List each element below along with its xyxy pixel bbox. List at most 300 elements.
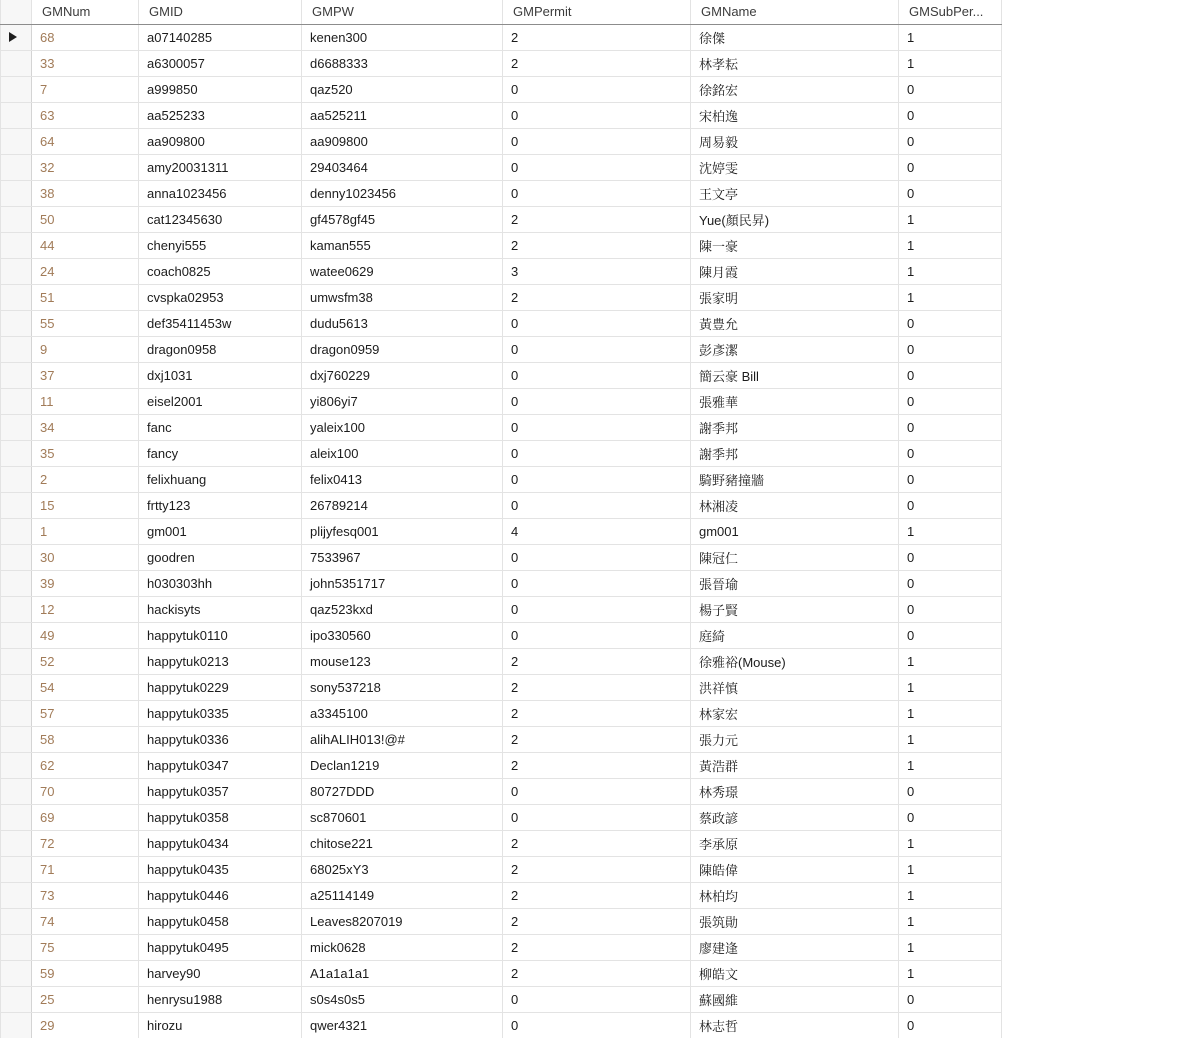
row-selector[interactable]	[1, 1012, 32, 1038]
column-header-GMSubPer[interactable]: GMSubPer...	[899, 0, 1002, 24]
row-selector[interactable]	[1, 830, 32, 856]
grid-cell-GMID[interactable]: def35411453w	[139, 310, 302, 336]
grid-cell-GMName[interactable]: 騎野豬撞牆	[691, 466, 899, 492]
grid-cell-GMSubPer[interactable]: 0	[899, 986, 1002, 1012]
grid-cell-GMName[interactable]: 蔡政諺	[691, 804, 899, 830]
grid-cell-GMPW[interactable]: sc870601	[302, 804, 503, 830]
table-row	[1, 752, 1002, 778]
grid-cell-GMID[interactable]: happytuk0434	[139, 830, 302, 856]
row-selector[interactable]	[1, 882, 32, 908]
grid-cell-GMSubPer[interactable]: 0	[899, 310, 1002, 336]
grid-cell-GMPermit[interactable]: 0	[503, 414, 691, 440]
grid-cell-GMName[interactable]: 謝季邦	[691, 414, 899, 440]
grid-cell-GMID[interactable]: frtty123	[139, 492, 302, 518]
grid-cell-GMNum[interactable]: 33	[32, 50, 139, 76]
grid-cell-GMSubPer[interactable]: 0	[899, 180, 1002, 206]
table-row	[1, 1012, 1002, 1038]
row-selector[interactable]	[1, 596, 32, 622]
grid-cell-GMPermit[interactable]: 2	[503, 960, 691, 986]
row-selector[interactable]	[1, 128, 32, 154]
grid-cell-GMPermit[interactable]: 2	[503, 700, 691, 726]
grid-cell-GMSubPer[interactable]: 1	[899, 206, 1002, 232]
table-row	[1, 908, 1002, 934]
grid-cell-GMPermit[interactable]: 2	[503, 648, 691, 674]
grid-cell-GMPermit[interactable]: 0	[503, 596, 691, 622]
grid-cell-GMName[interactable]: 洪祥慎	[691, 674, 899, 700]
grid-cell-GMPermit[interactable]: 0	[503, 778, 691, 804]
grid-cell-GMPermit[interactable]: 0	[503, 466, 691, 492]
grid-cell-GMSubPer[interactable]: 0	[899, 414, 1002, 440]
grid-cell-GMPermit[interactable]: 0	[503, 544, 691, 570]
row-selector[interactable]	[1, 700, 32, 726]
grid-cell-GMPermit[interactable]: 0	[503, 622, 691, 648]
grid-cell-GMSubPer[interactable]: 1	[899, 934, 1002, 960]
grid-cell-GMPermit[interactable]: 0	[503, 804, 691, 830]
grid-cell-GMPermit[interactable]: 0	[503, 388, 691, 414]
grid-cell-GMNum[interactable]: 44	[32, 232, 139, 258]
grid-cell-GMPW[interactable]: qwer4321	[302, 1012, 503, 1038]
table-row	[1, 362, 1002, 388]
grid-cell-GMPW[interactable]: dragon0959	[302, 336, 503, 362]
grid-cell-GMName[interactable]: 陳皓偉	[691, 856, 899, 882]
row-selector[interactable]	[1, 284, 32, 310]
grid-cell-GMNum[interactable]: 52	[32, 648, 139, 674]
grid-cell-GMID[interactable]: cat12345630	[139, 206, 302, 232]
column-header-GMNum[interactable]: GMNum	[32, 0, 139, 24]
grid-cell-GMPW[interactable]: 80727DDD	[302, 778, 503, 804]
grid-cell-GMName[interactable]: gm001	[691, 518, 899, 544]
grid-cell-GMID[interactable]: happytuk0335	[139, 700, 302, 726]
grid-cell-GMPW[interactable]: qaz523kxd	[302, 596, 503, 622]
grid-cell-GMPermit[interactable]: 2	[503, 726, 691, 752]
grid-cell-GMSubPer[interactable]: 0	[899, 440, 1002, 466]
grid-cell-GMPermit[interactable]: 0	[503, 440, 691, 466]
grid-cell-GMPermit[interactable]: 2	[503, 50, 691, 76]
grid-cell-GMSubPer[interactable]: 0	[899, 102, 1002, 128]
grid-cell-GMID[interactable]: hackisyts	[139, 596, 302, 622]
row-selector[interactable]	[1, 726, 32, 752]
grid-cell-GMID[interactable]: happytuk0495	[139, 934, 302, 960]
grid-cell-GMPW[interactable]: dxj760229	[302, 362, 503, 388]
grid-cell-GMSubPer[interactable]: 1	[899, 258, 1002, 284]
grid-cell-GMPW[interactable]: kaman555	[302, 232, 503, 258]
grid-cell-GMName[interactable]: 簡云豪 Bill	[691, 362, 899, 388]
grid-cell-GMName[interactable]: 張家明	[691, 284, 899, 310]
row-selector[interactable]	[1, 232, 32, 258]
row-selector[interactable]	[1, 934, 32, 960]
table-row	[1, 856, 1002, 882]
grid-cell-GMPW[interactable]: alihALIH013!@#	[302, 726, 503, 752]
grid-cell-GMNum[interactable]: 49	[32, 622, 139, 648]
grid-cell-GMPW[interactable]: umwsfm38	[302, 284, 503, 310]
grid-cell-GMPermit[interactable]: 2	[503, 24, 691, 50]
row-selector[interactable]	[1, 622, 32, 648]
table-row	[1, 648, 1002, 674]
grid-cell-GMID[interactable]: amy20031311	[139, 154, 302, 180]
table-row	[1, 778, 1002, 804]
grid-cell-GMName[interactable]: Yue(顏民昇)	[691, 206, 899, 232]
grid-cell-GMPW[interactable]: a25114149	[302, 882, 503, 908]
grid-cell-GMNum[interactable]: 24	[32, 258, 139, 284]
grid-cell-GMID[interactable]: a07140285	[139, 24, 302, 50]
grid-cell-GMName[interactable]: 林柏均	[691, 882, 899, 908]
grid-cell-GMNum[interactable]: 50	[32, 206, 139, 232]
grid-cell-GMID[interactable]: happytuk0229	[139, 674, 302, 700]
grid-cell-GMPermit[interactable]: 0	[503, 336, 691, 362]
grid-cell-GMNum[interactable]: 38	[32, 180, 139, 206]
grid-cell-GMNum[interactable]: 58	[32, 726, 139, 752]
grid-cell-GMSubPer[interactable]: 1	[899, 284, 1002, 310]
grid-cell-GMNum[interactable]: 51	[32, 284, 139, 310]
grid-cell-GMSubPer[interactable]: 0	[899, 804, 1002, 830]
grid-cell-GMPermit[interactable]: 0	[503, 310, 691, 336]
grid-cell-GMPW[interactable]: denny1023456	[302, 180, 503, 206]
row-selector[interactable]	[1, 258, 32, 284]
grid-cell-GMID[interactable]: cvspka02953	[139, 284, 302, 310]
grid-cell-GMPW[interactable]: ipo330560	[302, 622, 503, 648]
grid-cell-GMID[interactable]: a999850	[139, 76, 302, 102]
grid-cell-GMPW[interactable]: yaleix100	[302, 414, 503, 440]
grid-cell-GMID[interactable]: happytuk0458	[139, 908, 302, 934]
row-selector[interactable]	[1, 544, 32, 570]
grid-cell-GMPermit[interactable]: 2	[503, 674, 691, 700]
grid-cell-GMPermit[interactable]: 4	[503, 518, 691, 544]
grid-cell-GMPermit[interactable]: 0	[503, 102, 691, 128]
grid-cell-GMID[interactable]: fanc	[139, 414, 302, 440]
grid-cell-GMPermit[interactable]: 0	[503, 570, 691, 596]
grid-cell-GMName[interactable]: 徐傑	[691, 24, 899, 50]
grid-cell-GMPW[interactable]: plijyfesq001	[302, 518, 503, 544]
grid-cell-GMNum[interactable]: 34	[32, 414, 139, 440]
grid-cell-GMPW[interactable]: aa909800	[302, 128, 503, 154]
grid-cell-GMName[interactable]: 林孝耘	[691, 50, 899, 76]
grid-cell-GMNum[interactable]: 2	[32, 466, 139, 492]
grid-cell-GMID[interactable]: goodren	[139, 544, 302, 570]
grid-cell-GMSubPer[interactable]: 1	[899, 674, 1002, 700]
grid-cell-GMNum[interactable]: 7	[32, 76, 139, 102]
grid-cell-GMSubPer[interactable]: 1	[899, 752, 1002, 778]
grid-cell-GMPermit[interactable]: 2	[503, 284, 691, 310]
grid-cell-GMName[interactable]: 陳冠仁	[691, 544, 899, 570]
grid-cell-GMNum[interactable]: 25	[32, 986, 139, 1012]
grid-cell-GMID[interactable]: happytuk0357	[139, 778, 302, 804]
row-selector[interactable]	[1, 440, 32, 466]
grid-cell-GMPermit[interactable]: 2	[503, 934, 691, 960]
grid-cell-GMPW[interactable]: Leaves8207019	[302, 908, 503, 934]
row-selector[interactable]	[1, 206, 32, 232]
row-selector[interactable]	[1, 336, 32, 362]
row-selector[interactable]	[1, 752, 32, 778]
grid-cell-GMSubPer[interactable]: 1	[899, 24, 1002, 50]
grid-cell-GMPW[interactable]: Declan1219	[302, 752, 503, 778]
grid-cell-GMSubPer[interactable]: 0	[899, 596, 1002, 622]
grid-cell-GMName[interactable]: 彭彥潔	[691, 336, 899, 362]
grid-cell-GMPermit[interactable]: 0	[503, 362, 691, 388]
table-row	[1, 622, 1002, 648]
grid-cell-GMPW[interactable]: kenen300	[302, 24, 503, 50]
grid-cell-GMPW[interactable]: 68025xY3	[302, 856, 503, 882]
grid-cell-GMName[interactable]: 徐銘宏	[691, 76, 899, 102]
grid-cell-GMID[interactable]: dxj1031	[139, 362, 302, 388]
grid-cell-GMPermit[interactable]: 0	[503, 180, 691, 206]
grid-cell-GMID[interactable]: aa909800	[139, 128, 302, 154]
grid-cell-GMNum[interactable]: 57	[32, 700, 139, 726]
grid-cell-GMName[interactable]: 黃浩群	[691, 752, 899, 778]
row-selector[interactable]	[1, 492, 32, 518]
row-selector[interactable]	[1, 778, 32, 804]
grid-cell-GMID[interactable]: anna1023456	[139, 180, 302, 206]
table-row	[1, 102, 1002, 128]
grid-cell-GMSubPer[interactable]: 0	[899, 128, 1002, 154]
grid-cell-GMPW[interactable]: aa525211	[302, 102, 503, 128]
grid-cell-GMNum[interactable]: 71	[32, 856, 139, 882]
grid-cell-GMName[interactable]: 徐雅裕(Mouse)	[691, 648, 899, 674]
grid-cell-GMNum[interactable]: 39	[32, 570, 139, 596]
grid-cell-GMSubPer[interactable]: 1	[899, 830, 1002, 856]
grid-cell-GMPW[interactable]: mouse123	[302, 648, 503, 674]
grid-cell-GMPermit[interactable]: 2	[503, 830, 691, 856]
grid-cell-GMID[interactable]: gm001	[139, 518, 302, 544]
grid-cell-GMSubPer[interactable]: 1	[899, 648, 1002, 674]
grid-cell-GMPermit[interactable]: 2	[503, 232, 691, 258]
grid-cell-GMName[interactable]: 蘇國維	[691, 986, 899, 1012]
row-selector[interactable]	[1, 76, 32, 102]
grid-cell-GMPermit[interactable]: 3	[503, 258, 691, 284]
grid-cell-GMPermit[interactable]: 0	[503, 1012, 691, 1038]
grid-cell-GMNum[interactable]: 35	[32, 440, 139, 466]
grid-cell-GMSubPer[interactable]: 1	[899, 908, 1002, 934]
grid-cell-GMNum[interactable]: 62	[32, 752, 139, 778]
table-row	[1, 882, 1002, 908]
grid-cell-GMID[interactable]: aa525233	[139, 102, 302, 128]
grid-cell-GMPW[interactable]: watee0629	[302, 258, 503, 284]
grid-cell-GMID[interactable]: happytuk0347	[139, 752, 302, 778]
grid-cell-GMID[interactable]: harvey90	[139, 960, 302, 986]
table-row	[1, 310, 1002, 336]
grid-cell-GMSubPer[interactable]: 0	[899, 466, 1002, 492]
row-selector[interactable]	[1, 960, 32, 986]
column-header-GMName[interactable]: GMName	[691, 0, 899, 24]
grid-cell-GMPermit[interactable]: 2	[503, 206, 691, 232]
grid-cell-GMNum[interactable]: 11	[32, 388, 139, 414]
grid-cell-GMID[interactable]: felixhuang	[139, 466, 302, 492]
column-header-GMID[interactable]: GMID	[139, 0, 302, 24]
row-selector[interactable]	[1, 388, 32, 414]
row-selector[interactable]	[1, 414, 32, 440]
row-selector[interactable]	[1, 154, 32, 180]
grid-cell-GMID[interactable]: happytuk0336	[139, 726, 302, 752]
grid-cell-GMNum[interactable]: 15	[32, 492, 139, 518]
grid-cell-GMNum[interactable]: 1	[32, 518, 139, 544]
table-row	[1, 24, 1002, 50]
grid-cell-GMNum[interactable]: 59	[32, 960, 139, 986]
grid-cell-GMNum[interactable]: 54	[32, 674, 139, 700]
grid-cell-GMID[interactable]: dragon0958	[139, 336, 302, 362]
grid-cell-GMName[interactable]: 林秀璟	[691, 778, 899, 804]
grid-cell-GMID[interactable]: chenyi555	[139, 232, 302, 258]
grid-cell-GMPW[interactable]: 26789214	[302, 492, 503, 518]
grid-cell-GMSubPer[interactable]: 0	[899, 336, 1002, 362]
grid-cell-GMPermit[interactable]: 0	[503, 76, 691, 102]
grid-cell-GMNum[interactable]: 68	[32, 24, 139, 50]
grid-cell-GMSubPer[interactable]: 1	[899, 700, 1002, 726]
grid-cell-GMNum[interactable]: 30	[32, 544, 139, 570]
grid-cell-GMSubPer[interactable]: 0	[899, 154, 1002, 180]
grid-cell-GMID[interactable]: eisel2001	[139, 388, 302, 414]
grid-cell-GMID[interactable]: fancy	[139, 440, 302, 466]
grid-cell-GMPW[interactable]: A1a1a1a1	[302, 960, 503, 986]
grid-cell-GMName[interactable]: 陳一豪	[691, 232, 899, 258]
table-row	[1, 440, 1002, 466]
grid-cell-GMSubPer[interactable]: 0	[899, 570, 1002, 596]
grid-cell-GMName[interactable]: 謝季邦	[691, 440, 899, 466]
row-selector[interactable]	[1, 856, 32, 882]
grid-cell-GMSubPer[interactable]: 1	[899, 882, 1002, 908]
grid-cell-GMNum[interactable]: 63	[32, 102, 139, 128]
row-selector[interactable]	[1, 466, 32, 492]
grid-cell-GMSubPer[interactable]: 0	[899, 76, 1002, 102]
row-selector[interactable]	[1, 908, 32, 934]
row-selector[interactable]	[1, 986, 32, 1012]
grid-cell-GMName[interactable]: 黃豊允	[691, 310, 899, 336]
grid-cell-GMName[interactable]: 張晉瑜	[691, 570, 899, 596]
grid-cell-GMID[interactable]: happytuk0110	[139, 622, 302, 648]
grid-cell-GMSubPer[interactable]: 0	[899, 622, 1002, 648]
row-selector[interactable]	[1, 102, 32, 128]
grid-cell-GMSubPer[interactable]: 1	[899, 856, 1002, 882]
grid-cell-GMSubPer[interactable]: 0	[899, 1012, 1002, 1038]
grid-cell-GMNum[interactable]: 70	[32, 778, 139, 804]
grid-cell-GMPW[interactable]: gf4578gf45	[302, 206, 503, 232]
grid-cell-GMPermit[interactable]: 2	[503, 908, 691, 934]
grid-cell-GMNum[interactable]: 29	[32, 1012, 139, 1038]
grid-cell-GMPW[interactable]: sony537218	[302, 674, 503, 700]
grid-cell-GMPW[interactable]: qaz520	[302, 76, 503, 102]
grid-cell-GMPW[interactable]: felix0413	[302, 466, 503, 492]
grid-cell-GMNum[interactable]: 55	[32, 310, 139, 336]
table-row	[1, 674, 1002, 700]
select-all-corner[interactable]	[1, 0, 32, 24]
grid-cell-GMID[interactable]: happytuk0213	[139, 648, 302, 674]
grid-cell-GMName[interactable]: 楊子賢	[691, 596, 899, 622]
grid-cell-GMSubPer[interactable]: 1	[899, 232, 1002, 258]
row-selector[interactable]	[1, 24, 32, 50]
table-row	[1, 518, 1002, 544]
grid-cell-GMName[interactable]: 林志哲	[691, 1012, 899, 1038]
grid-cell-GMID[interactable]: happytuk0446	[139, 882, 302, 908]
table-row	[1, 154, 1002, 180]
grid-cell-GMNum[interactable]: 75	[32, 934, 139, 960]
grid-cell-GMPW[interactable]: d6688333	[302, 50, 503, 76]
grid-cell-GMNum[interactable]: 37	[32, 362, 139, 388]
grid-cell-GMNum[interactable]: 64	[32, 128, 139, 154]
grid-cell-GMNum[interactable]: 32	[32, 154, 139, 180]
grid-cell-GMName[interactable]: 林湘凌	[691, 492, 899, 518]
grid-cell-GMPermit[interactable]: 2	[503, 882, 691, 908]
grid-cell-GMName[interactable]: 廖建逢	[691, 934, 899, 960]
grid-cell-GMPermit[interactable]: 0	[503, 986, 691, 1012]
grid-cell-GMNum[interactable]: 72	[32, 830, 139, 856]
grid-cell-GMPermit[interactable]: 0	[503, 128, 691, 154]
grid-cell-GMPermit[interactable]: 2	[503, 856, 691, 882]
grid-cell-GMPermit[interactable]: 2	[503, 752, 691, 778]
grid-cell-GMNum[interactable]: 69	[32, 804, 139, 830]
grid-cell-GMNum[interactable]: 74	[32, 908, 139, 934]
grid-cell-GMSubPer[interactable]: 0	[899, 362, 1002, 388]
row-selector[interactable]	[1, 180, 32, 206]
grid-cell-GMPW[interactable]: yi806yi7	[302, 388, 503, 414]
grid-cell-GMID[interactable]: h030303hh	[139, 570, 302, 596]
grid-cell-GMSubPer[interactable]: 1	[899, 50, 1002, 76]
grid-cell-GMPW[interactable]: s0s4s0s5	[302, 986, 503, 1012]
grid-cell-GMNum[interactable]: 12	[32, 596, 139, 622]
grid-cell-GMPW[interactable]: aleix100	[302, 440, 503, 466]
grid-cell-GMName[interactable]: 張雅華	[691, 388, 899, 414]
row-selector[interactable]	[1, 674, 32, 700]
grid-cell-GMPW[interactable]: mick0628	[302, 934, 503, 960]
grid-cell-GMPW[interactable]: dudu5613	[302, 310, 503, 336]
grid-cell-GMName[interactable]: 周易毅	[691, 128, 899, 154]
grid-cell-GMName[interactable]: 王文亭	[691, 180, 899, 206]
table-row	[1, 76, 1002, 102]
row-selector[interactable]	[1, 518, 32, 544]
column-header-GMPermit[interactable]: GMPermit	[503, 0, 691, 24]
grid-cell-GMName[interactable]: 庭綺	[691, 622, 899, 648]
grid-cell-GMPW[interactable]: chitose221	[302, 830, 503, 856]
grid-cell-GMPW[interactable]: 29403464	[302, 154, 503, 180]
grid-cell-GMName[interactable]: 陳月霞	[691, 258, 899, 284]
row-selector[interactable]	[1, 570, 32, 596]
table-row	[1, 492, 1002, 518]
grid-cell-GMID[interactable]: coach0825	[139, 258, 302, 284]
grid-cell-GMID[interactable]: happytuk0435	[139, 856, 302, 882]
grid-cell-GMSubPer[interactable]: 1	[899, 518, 1002, 544]
grid-cell-GMPermit[interactable]: 0	[503, 154, 691, 180]
grid-cell-GMName[interactable]: 柳皓文	[691, 960, 899, 986]
grid-cell-GMSubPer[interactable]: 1	[899, 726, 1002, 752]
table-row	[1, 544, 1002, 570]
column-header-GMPW[interactable]: GMPW	[302, 0, 503, 24]
row-selector[interactable]	[1, 804, 32, 830]
grid-cell-GMName[interactable]: 張筑勛	[691, 908, 899, 934]
grid-cell-GMSubPer[interactable]: 0	[899, 388, 1002, 414]
grid-cell-GMName[interactable]: 沈婷雯	[691, 154, 899, 180]
grid-cell-GMID[interactable]: a6300057	[139, 50, 302, 76]
grid-cell-GMSubPer[interactable]: 0	[899, 778, 1002, 804]
grid-cell-GMPW[interactable]: john5351717	[302, 570, 503, 596]
grid-cell-GMName[interactable]: 林家宏	[691, 700, 899, 726]
row-selector[interactable]	[1, 362, 32, 388]
grid-cell-GMPermit[interactable]: 0	[503, 492, 691, 518]
grid-cell-GMSubPer[interactable]: 0	[899, 544, 1002, 570]
grid-cell-GMNum[interactable]: 73	[32, 882, 139, 908]
grid-cell-GMID[interactable]: hirozu	[139, 1012, 302, 1038]
grid-cell-GMName[interactable]: 宋柏逸	[691, 102, 899, 128]
grid-cell-GMSubPer[interactable]: 1	[899, 960, 1002, 986]
row-selector[interactable]	[1, 648, 32, 674]
grid-cell-GMName[interactable]: 李承原	[691, 830, 899, 856]
grid-cell-GMID[interactable]: happytuk0358	[139, 804, 302, 830]
grid-cell-GMNum[interactable]: 9	[32, 336, 139, 362]
grid-cell-GMPW[interactable]: 7533967	[302, 544, 503, 570]
grid-cell-GMID[interactable]: henrysu1988	[139, 986, 302, 1012]
row-selector[interactable]	[1, 50, 32, 76]
table-row	[1, 830, 1002, 856]
row-selector[interactable]	[1, 310, 32, 336]
grid-cell-GMSubPer[interactable]: 0	[899, 492, 1002, 518]
grid-cell-GMPW[interactable]: a3345100	[302, 700, 503, 726]
grid-cell-GMName[interactable]: 張力元	[691, 726, 899, 752]
